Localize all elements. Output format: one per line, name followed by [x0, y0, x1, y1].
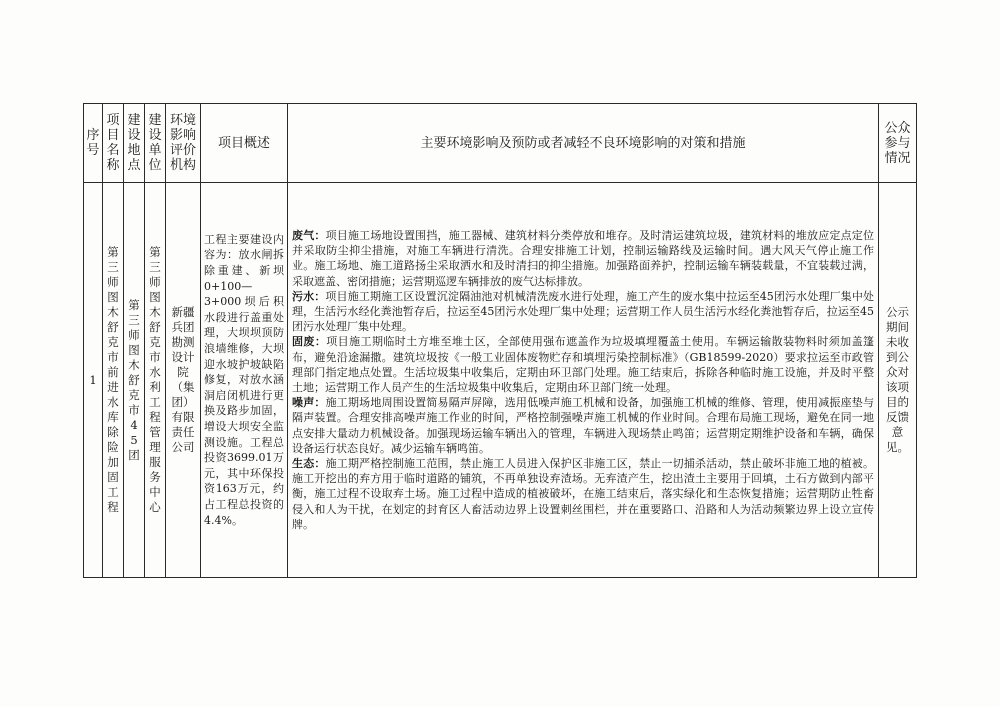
- eia-approval-table: [83, 103, 917, 578]
- header-builder: 建设单位: [145, 104, 166, 183]
- cell-summary: 工程主要建设内容为：放水闸拆除重建、新坝0+100—3+000坝后积水段进行盖重处理，大坝坝顶防浪墙维修，大坝迎水坡护坡缺陷修复，对放水涵洞启闭机进行更换及路步加固，增设大坝安全监测设施。工程总投资3699.01万元，其中环保投资163万元，约占工程总投资的4.4%。: [201, 183, 288, 578]
- header-project-name: 项目名称: [103, 104, 124, 183]
- measure-noise: 噪声：施工期场地周围设置简易隔声屏障，选用低噪声施工机械和设备，加强施工机械的维修、管理，使用减振座垫与隔声装置。合理安排高噪声施工作业的时间，严格控制强噪声施工机械的作业时间。合理布局施工现场，避免在同一地点安排大量动力机械设备。加强现场运输车辆出入的管理，车辆进入现场禁止鸣笛；运营期定期维护设备和车辆，确保设备运行状态良好。减少运输车辆鸣笛。: [292, 396, 875, 455]
- measure-ecology: 生态：施工期严格控制施工范围，禁止施工人员进入保护区非施工区，禁止一切捕杀活动，禁止破坏非施工地的植被。施工开挖出的弃方用于临时道路的铺筑，不再单独设弃渣场。无弃渣产生，挖出渣土主要用于回填，土石方做到内部平衡，施工过程不设取弃土场。施工过程中造成的植被破坏，在施工结束后，落实绿化和生态恢复措施；运营期防止牲畜侵入和人为干扰，在划定的封育区人畜活动边界上设置刺丝围栏，并在重要路口、沿路和人为活动频繁边界上设立宣传牌。: [292, 457, 875, 531]
- measure-solid-waste: 固废：项目施工期临时土方堆至堆土区，全部使用强布遮盖作为垃圾填埋覆盖土使用。车辆运输散装物料时须加盖篷布，避免沿途漏撒。建筑垃圾按《一般工业固体废物贮存和填埋污染控制标准》（GB18599-2020）要求拉运至市政管理部门指定地点处置。生活垃圾集中收集后，定期由环卫部门处理。施工结束后，拆除各种临时施工设施，并及时平整土地；运营期工作人员产生的生活垃圾集中收集后，定期由环卫部门统一处理。: [292, 335, 875, 394]
- cell-public: 公示期间未收到公众对该项目的反馈意见。: [879, 183, 917, 578]
- table-row: [84, 183, 917, 578]
- header-measures: 主要环境影响及预防或者减轻不良环境影响的对策和措施: [288, 104, 879, 183]
- cell-project-name: 第三师图木舒克市前进水库除险加固工程: [103, 183, 124, 578]
- cell-eia-org: 新疆兵团勘测设计院（集团）有限责任公司: [166, 183, 201, 578]
- header-public: 公众参与情况: [879, 104, 917, 183]
- header-summary: 项目概述: [201, 104, 288, 183]
- header-location: 建设地点: [124, 104, 145, 183]
- cell-measures: [288, 183, 879, 578]
- header-eia-org: 环境影响评价机构: [166, 104, 201, 183]
- measure-wastewater: 污水：项目施工期施工区设置沉淀隔油池对机械清洗废水进行处理，施工产生的废水集中拉运至45团污水处理厂集中处理，生活污水经化粪池暂存后，拉运至45团污水处理厂集中处理；运营期工作人员生活污水经化粪池暂存后，拉运至45团污水处理厂集中处理。: [292, 289, 875, 334]
- header-row: [84, 104, 917, 183]
- measure-waste-gas: 废气：项目施工场地设置围挡，施工器械、建筑材料分类停放和堆存。及时清运建筑垃圾，建筑材料的堆放应定点定位并采取防尘抑尘措施，对施工车辆进行清洗。合理安排施工计划，控制运输路线及运输时间。遇大风天气停止施工作业。施工场地、施工道路扬尘采取洒水和及时清扫的抑尘措施。加强路面养护，控制运输车辆装载量，不宜装载过满，采取遮盖、密闭措施；运营期巡逻车辆排放的废气达标排放。: [292, 228, 875, 288]
- cell-seq: 1: [84, 183, 103, 578]
- header-seq: 序号: [84, 104, 103, 183]
- cell-builder: 第三师图木舒克市水利工程管理服务中心: [145, 183, 166, 578]
- cell-location: 第三师图木舒克市45团: [124, 183, 145, 578]
